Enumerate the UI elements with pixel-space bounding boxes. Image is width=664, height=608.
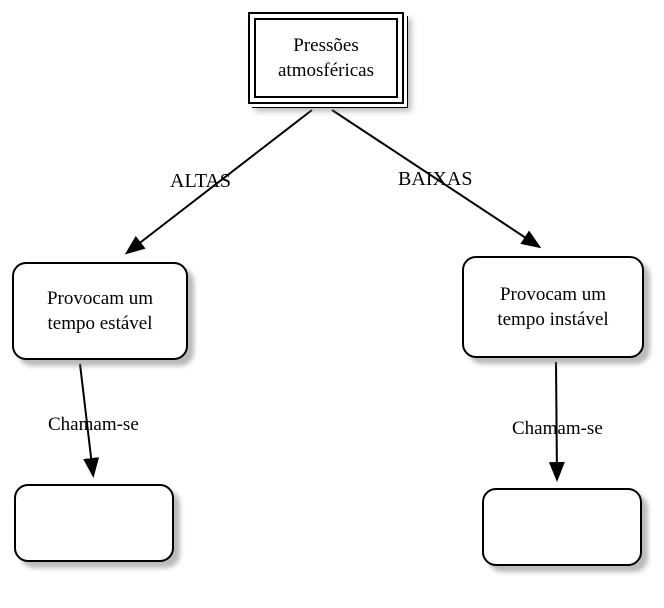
node-left-mid-line-1: Provocam um (46, 287, 154, 309)
node-right-answer-blank[interactable] (482, 488, 642, 566)
node-root-line-1: Pressões (293, 34, 359, 56)
edge-label-chamam-se-left: Chamam-se (48, 414, 139, 435)
node-pressoes-atmosfericas[interactable] (248, 12, 404, 104)
edge-label-altas: ALTAS (170, 170, 232, 192)
node-tempo-estavel[interactable] (12, 262, 188, 360)
node-root-line-2: atmosféricas (277, 60, 374, 81)
node-left-mid-line-2: tempo estável (47, 313, 153, 334)
node-right-mid-line-1: Provocam um (499, 283, 607, 305)
edge-label-baixas: BAIXAS (398, 168, 473, 190)
node-left-answer-blank[interactable] (14, 484, 174, 562)
node-right-mid-line-2: tempo instável (497, 309, 609, 330)
edge-label-chamam-se-right: Chamam-se (512, 418, 603, 439)
node-tempo-instavel[interactable] (462, 256, 644, 358)
